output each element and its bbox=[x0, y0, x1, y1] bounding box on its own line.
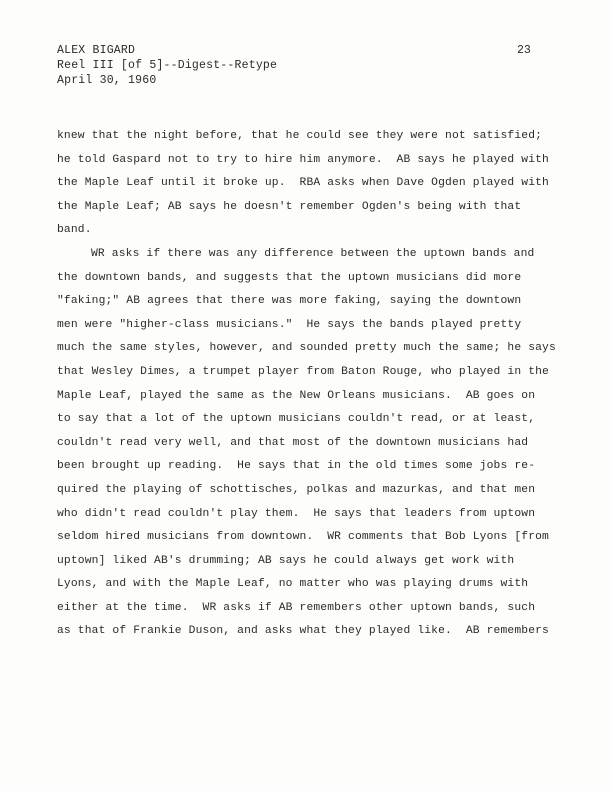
text-line: that Wesley Dimes, a trumpet player from Baton Rouge, who played in the bbox=[57, 365, 549, 378]
text-line: been brought up reading. He says that in the old times some jobs re- bbox=[57, 460, 536, 473]
body-text bbox=[57, 125, 582, 644]
text-line: seldom hired musicians from downtown. WR comments that Bob Lyons [from bbox=[57, 531, 549, 544]
text-line: much the same styles, however, and sounded pretty much the same; he says bbox=[57, 342, 556, 355]
text-line: Maple Leaf, played the same as the New Orleans musicians. AB goes on bbox=[57, 389, 536, 402]
text-line: to say that a lot of the uptown musicians couldn't read, or at least, bbox=[57, 413, 536, 426]
text-line: the Maple Leaf; AB says he doesn't remember Ogden's being with that bbox=[57, 200, 522, 213]
text-line: as that of Frankie Duson, and asks what they played like. AB remembers bbox=[57, 625, 549, 638]
interviewee-name: ALEX BIGARD bbox=[57, 44, 136, 57]
interview-date: April 30, 1960 bbox=[57, 74, 157, 87]
text-line: the downtown bands, and suggests that the uptown musicians did more bbox=[57, 271, 522, 284]
text-line: uptown] liked AB's drumming; AB says he could always get work with bbox=[57, 554, 515, 567]
text-line: the Maple Leaf until it broke up. RBA asks when Dave Ogden played with bbox=[57, 177, 549, 190]
text-line: knew that the night before, that he could see they were not satisfied; bbox=[57, 130, 543, 142]
paragraph-start-line: WR asks if there was any difference between the uptown bands and bbox=[91, 247, 535, 260]
reel-info: Reel III [of 5]--Digest--Retype bbox=[57, 59, 278, 72]
text-line: he told Gaspard not to try to hire him anymore. AB says he played with bbox=[57, 153, 549, 166]
text-line: Lyons, and with the Maple Leaf, no matter who was playing drums with bbox=[57, 578, 529, 591]
page-number: 23 bbox=[517, 44, 531, 57]
text-line: quired the playing of schottisches, polkas and mazurkas, and that men bbox=[57, 483, 536, 496]
text-line: either at the time. WR asks if AB remembers other uptown bands, such bbox=[57, 601, 536, 614]
text-line: band. bbox=[57, 224, 92, 237]
text-line: couldn't read very well, and that most of the downtown musicians had bbox=[57, 436, 529, 449]
text-line: men were "higher-class musicians." He says the bands played pretty bbox=[57, 318, 522, 331]
text-line: who didn't read couldn't play them. He says that leaders from uptown bbox=[57, 507, 536, 520]
document-header bbox=[57, 43, 277, 88]
text-line: "faking;" AB agrees that there was more faking, saying the downtown bbox=[57, 295, 522, 308]
